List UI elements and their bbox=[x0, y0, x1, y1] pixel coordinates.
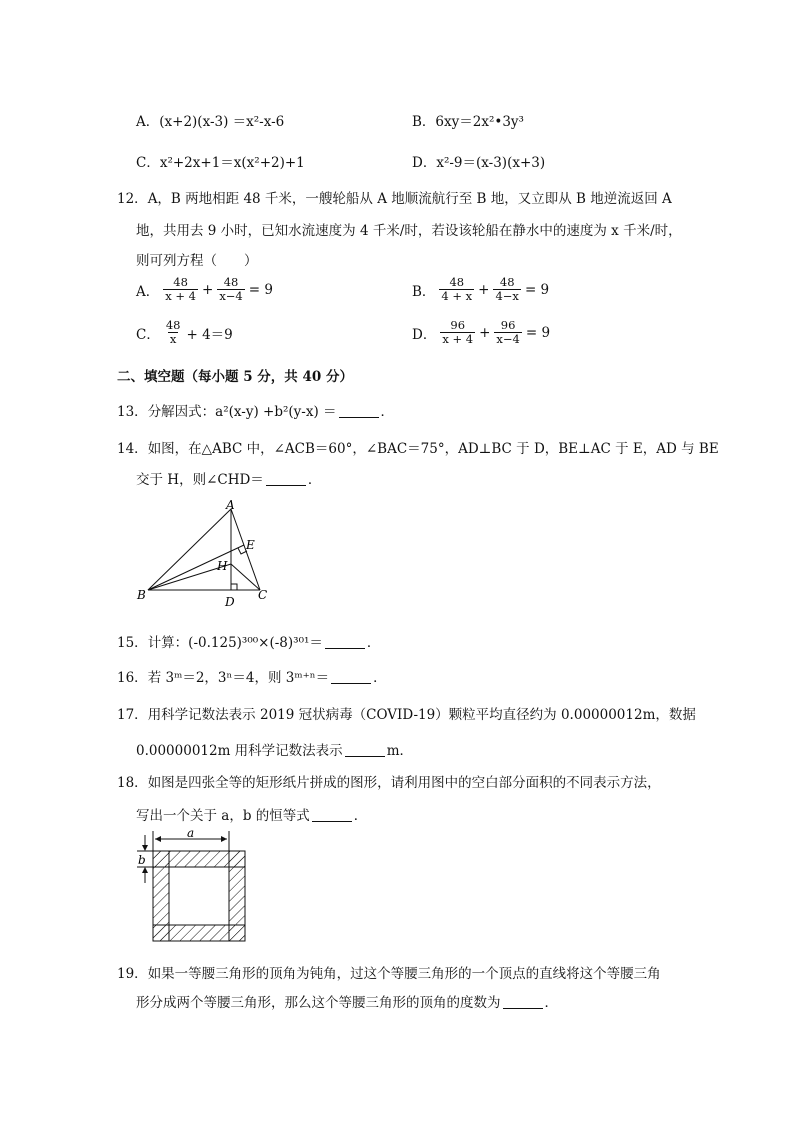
option-label: C． bbox=[136, 326, 160, 343]
question-text: 0.00000012m 用科学记数法表示 bbox=[136, 743, 343, 759]
numerator: 96 bbox=[450, 318, 466, 332]
question-number: 12． bbox=[117, 191, 148, 207]
question-number: 19． bbox=[117, 966, 148, 982]
q12-line2: 地，共用去 9 小时，已知水流速度为 4 千米/时，若设该轮船在静水中的速度为 x 千米/时， bbox=[136, 223, 682, 239]
operator: + bbox=[478, 281, 490, 298]
numerator: 48 bbox=[449, 275, 465, 289]
question-number: 13． bbox=[117, 404, 148, 420]
q17-line2 bbox=[136, 739, 413, 759]
question-text: 分解因式：a²(x-y) +b²(y-x) ＝ bbox=[147, 404, 337, 420]
operator: + bbox=[202, 281, 214, 298]
inner-square bbox=[169, 867, 229, 925]
label-b: B bbox=[137, 588, 146, 602]
rhs: = 9 bbox=[525, 324, 551, 341]
denominator: x−4 bbox=[219, 289, 243, 303]
rect-left bbox=[153, 851, 169, 941]
q12-option-d bbox=[412, 319, 550, 346]
numerator: 48 bbox=[165, 318, 181, 332]
q11-option-b bbox=[412, 110, 524, 130]
denominator: x bbox=[169, 332, 177, 346]
option-label: B． bbox=[412, 283, 436, 300]
answer-blank[interactable] bbox=[345, 744, 385, 757]
answer-blank[interactable] bbox=[266, 473, 306, 486]
option-text: (x+2)(x-3) ＝x²-x-6 bbox=[159, 114, 285, 130]
denominator: x−4 bbox=[496, 332, 520, 346]
q12-option-a bbox=[136, 276, 273, 303]
segment-be bbox=[148, 545, 244, 590]
option-label: A． bbox=[136, 283, 160, 300]
question-end: ． bbox=[373, 670, 387, 686]
q12-option-b bbox=[412, 276, 549, 303]
label-a: a bbox=[187, 827, 195, 840]
rhs: + 4＝9 bbox=[186, 326, 233, 343]
label-a: A bbox=[226, 498, 235, 512]
q14-line1 bbox=[117, 437, 719, 457]
option-label: D． bbox=[412, 155, 437, 171]
option-label: A． bbox=[136, 114, 160, 130]
option-text: x²-9＝(x-3)(x+3) bbox=[436, 155, 546, 171]
triangle-figure bbox=[135, 496, 275, 611]
denominator: 4−x bbox=[495, 289, 519, 303]
q11-option-d bbox=[412, 151, 545, 171]
answer-blank[interactable] bbox=[331, 671, 371, 684]
q12-line3: 则可列方程（ ） bbox=[136, 253, 258, 269]
label-h: H bbox=[217, 559, 228, 573]
segment-ab bbox=[148, 509, 231, 590]
operator: + bbox=[479, 324, 491, 341]
rhs: = 9 bbox=[524, 281, 550, 298]
question-end: m． bbox=[386, 743, 413, 759]
option-text: x²+2x+1＝x(x²+2)+1 bbox=[159, 155, 305, 171]
question-text: 如图是四张全等的矩形纸片拼成的图形，请利用图中的空白部分面积的不同表示方法， bbox=[147, 775, 661, 791]
answer-blank[interactable] bbox=[312, 809, 352, 822]
q12-line1 bbox=[117, 187, 672, 207]
label-b: b bbox=[138, 853, 146, 867]
question-end: ． bbox=[380, 404, 395, 420]
denominator: x + 4 bbox=[165, 289, 196, 303]
label-e: E bbox=[246, 538, 255, 552]
question-number: 18． bbox=[117, 775, 148, 791]
numerator: 48 bbox=[499, 275, 515, 289]
question-text: 若 3ᵐ＝2，3ⁿ＝4，则 3ᵐ⁺ⁿ＝ bbox=[147, 670, 330, 686]
option-label: B． bbox=[412, 114, 436, 130]
question-text: 形分成两个等腰三角形，那么这个等腰三角形的顶角的度数为 bbox=[136, 995, 501, 1011]
option-text: 6xy＝2x²•3y³ bbox=[435, 114, 524, 130]
question-text: 用科学记数法表示 2019 冠状病毒（COVID-19）颗粒平均直径约为 0.00000012m，数据 bbox=[147, 707, 696, 723]
q19-line2 bbox=[136, 991, 558, 1011]
section-heading: 二、填空题（每小题 5 分，共 40 分） bbox=[117, 369, 353, 385]
q18-line1 bbox=[117, 771, 661, 791]
label-c: C bbox=[258, 588, 268, 602]
option-label: C． bbox=[136, 155, 160, 171]
question-end: ． bbox=[366, 635, 381, 651]
question-text: 计算：(-0.125)³⁰⁰×(-8)³⁰¹＝ bbox=[147, 635, 323, 651]
q13 bbox=[117, 400, 394, 420]
q14-line2 bbox=[136, 468, 321, 488]
q16 bbox=[117, 666, 387, 686]
question-text: 写出一个关于 a，b 的恒等式 bbox=[136, 808, 310, 824]
question-end: ． bbox=[544, 995, 558, 1011]
q17-line1 bbox=[117, 703, 696, 723]
question-text: 如果一等腰三角形的顶角为钝角，过这个等腰三角形的一个顶点的直线将这个等腰三角 bbox=[147, 966, 661, 982]
q18-line2 bbox=[136, 804, 367, 824]
question-number: 16． bbox=[117, 670, 148, 686]
option-label: D． bbox=[412, 326, 437, 343]
denominator: 4 + x bbox=[441, 289, 473, 303]
numerator: 48 bbox=[223, 275, 239, 289]
right-angle-mark-d bbox=[231, 584, 237, 590]
question-text: A，B 两地相距 48 千米，一艘轮船从 A 地顺流航行至 B 地，又立即从 B 地逆流返回 A bbox=[147, 191, 672, 207]
question-number: 14． bbox=[117, 441, 148, 457]
fraction bbox=[163, 276, 198, 303]
answer-blank[interactable] bbox=[339, 405, 379, 418]
fraction bbox=[164, 319, 183, 346]
question-end: ． bbox=[307, 472, 322, 488]
fraction bbox=[494, 319, 521, 346]
numerator: 48 bbox=[173, 275, 188, 289]
fraction bbox=[440, 319, 475, 346]
question-end: ． bbox=[353, 808, 368, 824]
rectangles-figure bbox=[135, 827, 251, 945]
q11-option-a bbox=[136, 110, 284, 130]
fraction bbox=[217, 276, 244, 303]
label-d: D bbox=[225, 595, 235, 609]
q12-option-c bbox=[136, 319, 233, 346]
q15 bbox=[117, 631, 380, 651]
fraction bbox=[493, 276, 520, 303]
question-text: 交于 H，则∠CHD＝ bbox=[136, 472, 264, 488]
q11-option-c bbox=[136, 151, 305, 171]
fraction bbox=[439, 276, 474, 303]
question-text: 如图，在△ABC 中，∠ACB＝60°，∠BAC＝75°，AD⊥BC 于 D，BE⊥AC 于 E，AD 与 BE bbox=[147, 441, 719, 457]
question-number: 15． bbox=[117, 635, 148, 651]
answer-blank[interactable] bbox=[503, 996, 543, 1009]
denominator: x + 4 bbox=[442, 332, 474, 346]
numerator: 96 bbox=[500, 318, 516, 332]
q19-line1 bbox=[117, 962, 661, 982]
answer-blank[interactable] bbox=[325, 636, 365, 649]
rhs: = 9 bbox=[248, 281, 273, 298]
question-number: 17． bbox=[117, 707, 148, 723]
